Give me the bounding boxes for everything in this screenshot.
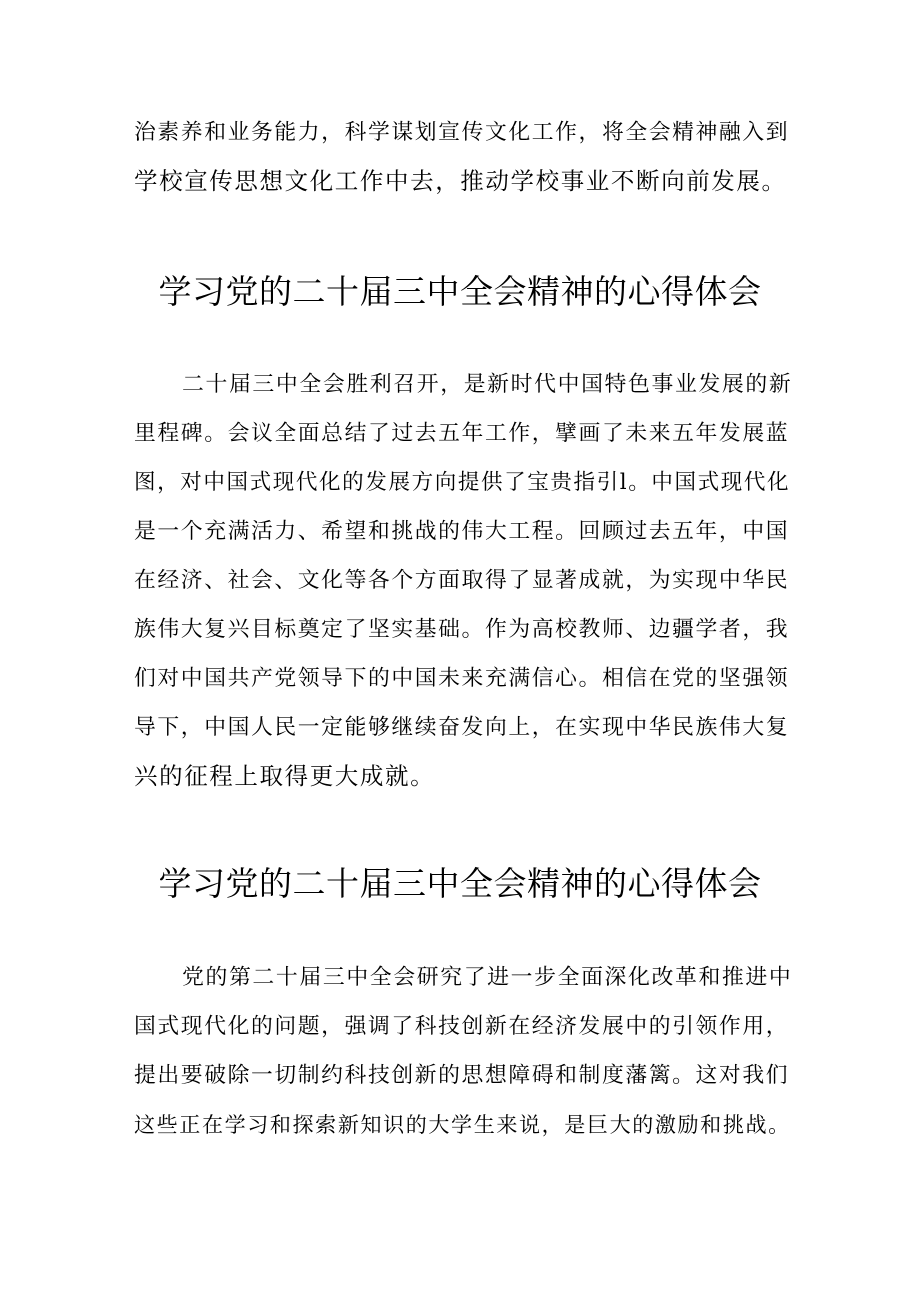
paragraph-line: 图，对中国式现代化的发展方向提供了宝贵指引l。中国式现代化 bbox=[134, 470, 791, 495]
paragraph-line: 这些正在学习和探索新知识的大学生来说，是巨大的激励和挑战。 bbox=[134, 1112, 791, 1137]
paragraph-line: 导下，中国人民一定能够继续奋发向上，在实现中华民族伟大复 bbox=[134, 715, 790, 740]
paragraph-line-text: 二十届三中全会胜利召开，是新时代中国特色事业发展的新 bbox=[182, 372, 793, 397]
paragraph-line-text: 党的第二十届三中全会研究了进一步全面深化改革和推进中 bbox=[182, 965, 793, 990]
section-1-heading: 学习党的二十届三中全会精神的心得体会 bbox=[158, 272, 762, 311]
paragraph-line bbox=[134, 953, 793, 1002]
paragraph-line: 提出要破除一切制约科技创新的思想障碍和制度藩篱。这对我们 bbox=[134, 1063, 790, 1088]
paragraph-line bbox=[134, 360, 793, 409]
paragraph-line: 族伟大复兴目标奠定了坚实基础。作为高校教师、边疆学者，我 bbox=[134, 617, 790, 642]
paragraph-line: 兴的征程上取得更大成就。 bbox=[134, 762, 436, 790]
intro-paragraph bbox=[134, 108, 790, 206]
section-2-paragraph bbox=[134, 953, 793, 1149]
paragraph-line: 国式现代化的问题，强调了科技创新在经济发展中的引领作用， bbox=[134, 1014, 790, 1039]
paragraph-line: 治素养和业务能力，科学谋划宣传文化工作，将全会精神融入到 bbox=[134, 120, 790, 145]
section-1-paragraph bbox=[134, 360, 793, 801]
paragraph-line: 是一个充满活力、希望和挑战的伟大工程。回顾过去五年，中国 bbox=[134, 519, 790, 544]
paragraph-line: 在经济、社会、文化等各个方面取得了显著成就，为实现中华民 bbox=[134, 568, 790, 593]
paragraph-line: 学校宣传思想文化工作中去，推动学校事业不断向前发展。 bbox=[134, 167, 787, 195]
paragraph-line: 里程碑。会议全面总结了过去五年工作，擘画了未来五年发展蓝 bbox=[134, 421, 790, 446]
paragraph-line: 们对中国共产党领导下的中国未来充满信心。相信在党的坚强领 bbox=[134, 666, 790, 691]
section-2-heading: 学习党的二十届三中全会精神的心得体会 bbox=[158, 864, 762, 903]
